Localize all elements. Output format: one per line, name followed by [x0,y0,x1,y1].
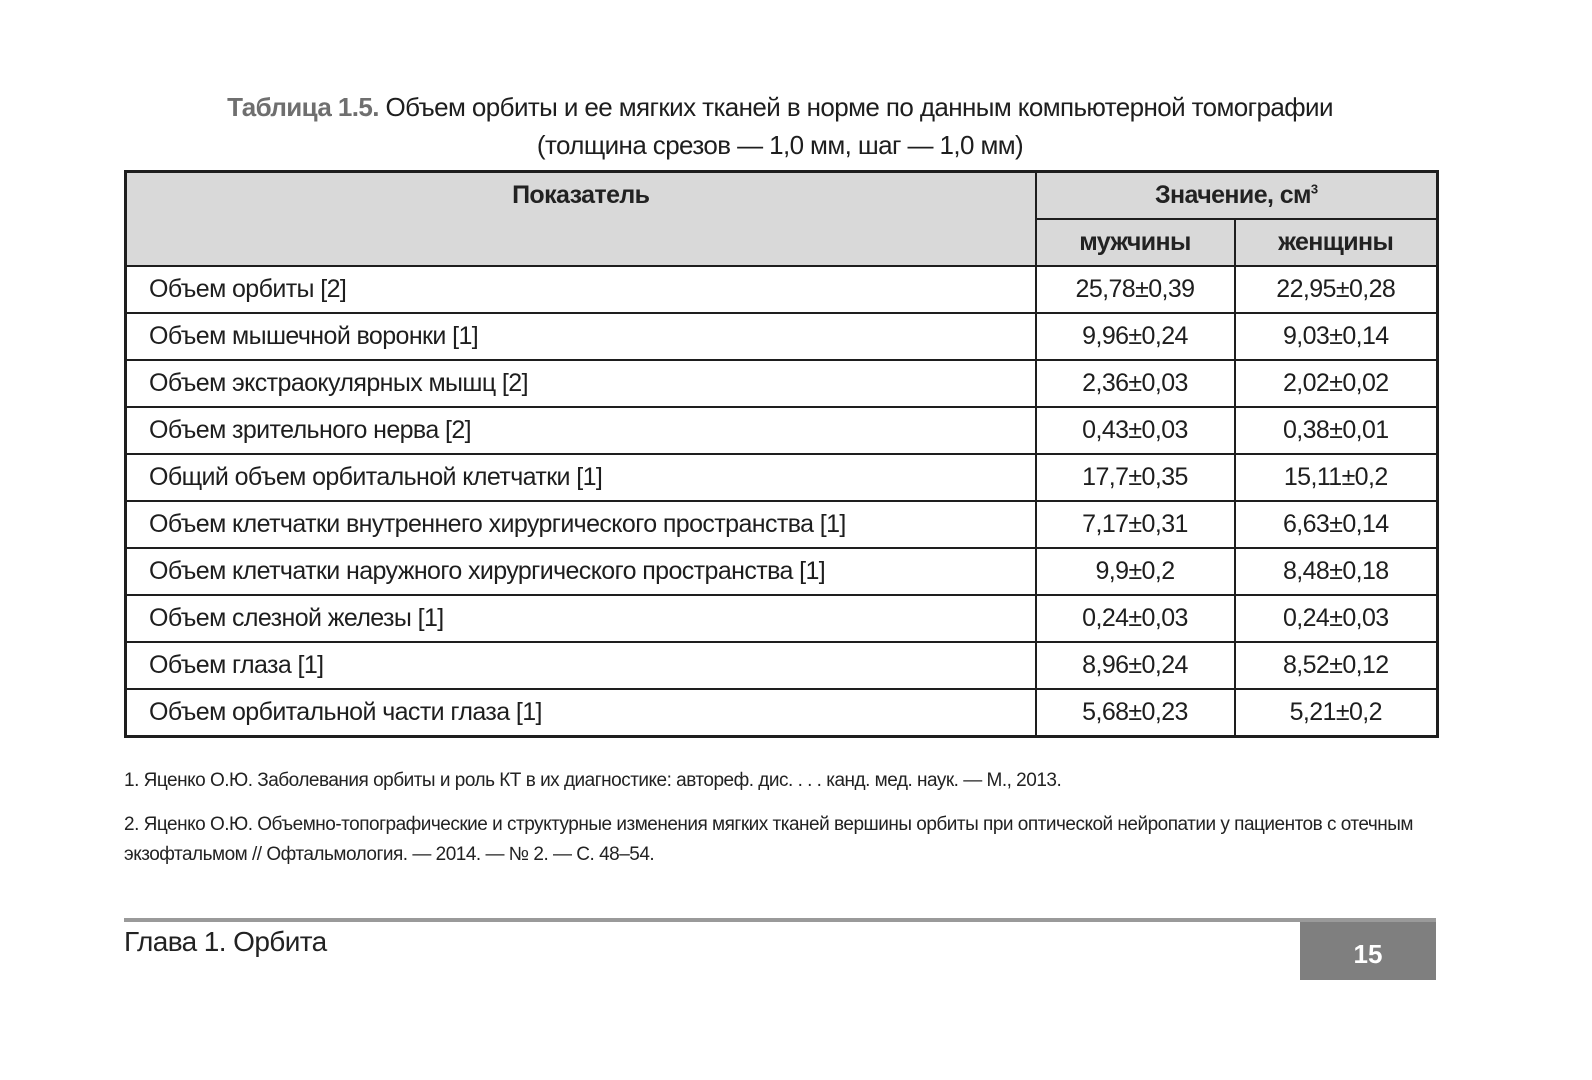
row-men-cell: 2,36±0,03 [1036,360,1235,407]
row-women-cell: 5,21±0,2 [1235,689,1438,737]
row-women-cell: 0,38±0,01 [1235,407,1438,454]
table-caption-subtitle: (толщина срезов — 1,0 мм, шаг — 1,0 мм) [536,130,1024,160]
row-women-cell: 0,24±0,03 [1235,595,1438,642]
header-row [126,172,1438,220]
row-name-cell: Объем экстраокулярных мышц [2] [126,360,1036,407]
row-name-cell: Объем клетчатки наружного хирургического пространства [1] [126,548,1036,595]
column-header-value: Значение, $см^3$ [1036,172,1438,220]
table-row [126,407,1438,454]
row-name-cell: Объем зрительного нерва [2] [126,407,1036,454]
row-men-cell: 25,78±0,39 [1036,266,1235,313]
row-women-cell: 6,63±0,14 [1235,501,1438,548]
table-row [126,454,1438,501]
table-row [126,548,1438,595]
row-name-cell: Объем клетчатки внутреннего хирургического пространства [1] [126,501,1036,548]
table-row [126,313,1438,360]
table-body [126,266,1438,737]
footnote-2: 2. Яценко О.Ю. Объемно-топографические и структурные изменения мягких тканей вершины орбиты при оптической нейропатии у пациентов с отечным экзофтальмом // Офтальмология. — 2014. — № 2. — С. 48–54. [124,814,1413,865]
row-men-cell: 8,96±0,24 [1036,642,1235,689]
table-row [126,689,1438,737]
table-row [126,501,1438,548]
table-row [126,595,1438,642]
column-header-param: Показатель [126,172,1036,267]
table-caption-label: Таблица 1.5. [227,92,379,122]
row-women-cell: 8,48±0,18 [1235,548,1438,595]
row-women-cell: 15,11±0,2 [1235,454,1438,501]
column-header-men: мужчины [1036,219,1235,266]
table-caption [124,88,1436,164]
row-women-cell: 22,95±0,28 [1235,266,1438,313]
table-row [126,360,1438,407]
row-men-cell: 9,9±0,2 [1036,548,1235,595]
row-men-cell: 0,43±0,03 [1036,407,1235,454]
table-caption-text: Объем орбиты и ее мягких тканей в норме по данным компьютерной томографии [385,92,1333,122]
chapter-title: Глава 1. Орбита [124,926,327,957]
row-name-cell: Объем орбиты [2] [126,266,1036,313]
footnote-1: 1. Яценко О.Ю. Заболевания орбиты и роль КТ в их диагностике: автореф. дис. . . . канд. мед. наук. — М., 2013. [124,770,1062,791]
row-women-cell: 9,03±0,14 [1235,313,1438,360]
row-men-cell: 0,24±0,03 [1036,595,1235,642]
row-name-cell: Объем орбитальной части глаза [1] [126,689,1036,737]
data-table [124,170,1439,738]
row-women-cell: 8,52±0,12 [1235,642,1438,689]
row-name-cell: Общий объем орбитальной клетчатки [1] [126,454,1036,501]
table-row [126,642,1438,689]
row-men-cell: 5,68±0,23 [1036,689,1235,737]
page-number: 15 [1300,922,1436,980]
table-row [126,266,1438,313]
footer-divider [124,918,1436,922]
row-women-cell: 2,02±0,02 [1235,360,1438,407]
row-men-cell: 9,96±0,24 [1036,313,1235,360]
row-name-cell: Объем глаза [1] [126,642,1036,689]
row-name-cell: Объем слезной железы [1] [126,595,1036,642]
row-name-cell: Объем мышечной воронки [1] [126,313,1036,360]
row-men-cell: 17,7±0,35 [1036,454,1235,501]
footnotes [124,766,1436,884]
row-men-cell: 7,17±0,31 [1036,501,1235,548]
column-header-women: женщины [1235,219,1438,266]
